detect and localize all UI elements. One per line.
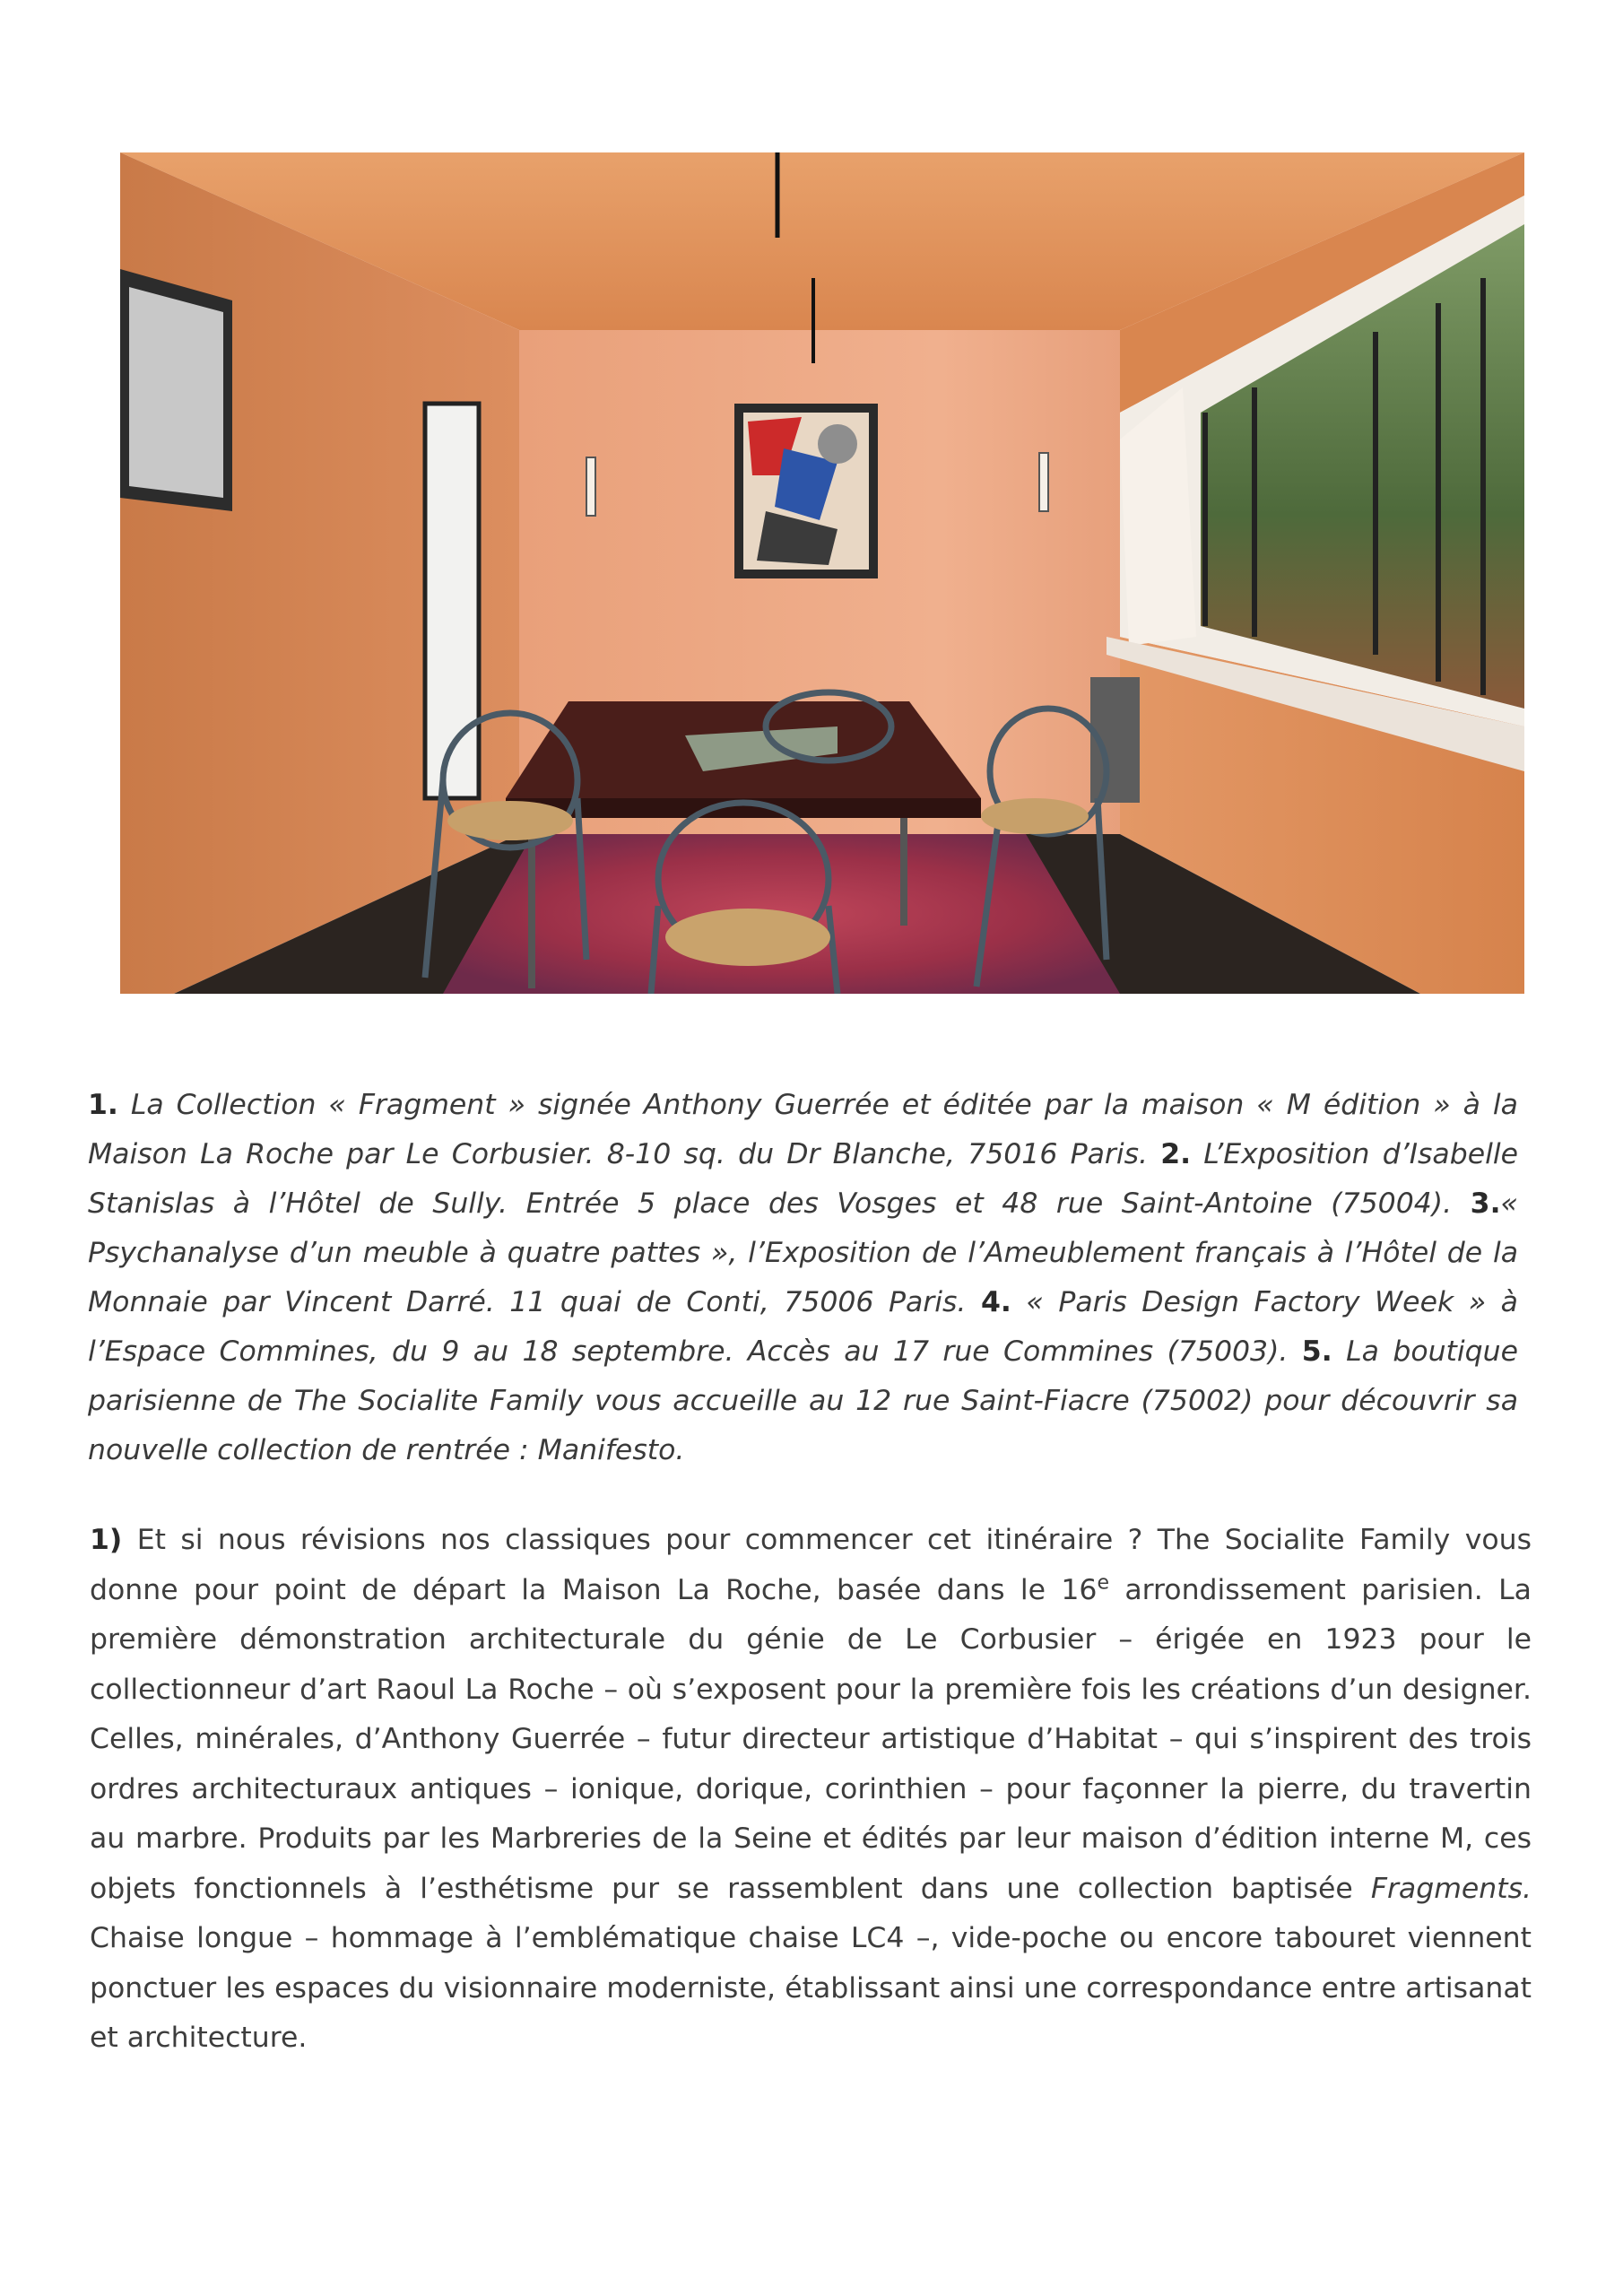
paragraph-number: 1) <box>90 1524 123 1556</box>
caption-text-4: « Paris Design Factory Week » à l’Espace Commines, du 9 au 18 septembre. Accès au 17 rue Commines (75003). <box>88 1286 1518 1368</box>
dining-room-illustration <box>120 152 1524 994</box>
collection-name-emphasis: Fragments. <box>1370 1872 1532 1905</box>
caption-text-5: La boutique parisienne de The Socialite Family vous accueille au 12 rue Saint-Fiacre (75002) pour découvrir sa nouvelle collection de rentrée : Manifesto. <box>88 1335 1518 1466</box>
caption-text-2: L’Exposition d’Isabelle Stanislas à l’Hôtel de Sully. Entrée 5 place des Vosges et 48 rue Saint-Antoine (75004). <box>88 1138 1518 1220</box>
article-paragraph <box>90 1516 1532 2064</box>
interior-photo <box>120 152 1524 994</box>
photo-caption <box>88 1081 1518 1475</box>
caption-text-1: La Collection « Fragment » signée Anthony Guerrée et éditée par la maison « M édition » à la Maison La Roche par Le Corbusier. 8-10 sq. du Dr Blanche, 75016 Paris. <box>88 1089 1518 1170</box>
ordinal-superscript: e <box>1097 1571 1109 1594</box>
caption-number-5: 5. <box>1301 1335 1332 1368</box>
paragraph-text-2: arrondissement parisien. La première démonstration architecturale du génie de Le Corbusier – érigée en 1923 pour le collectionneur d’art Raoul La Roche – où s’exposent pour la première fois les créations d’un designer. Celles, minérales, d’Anthony Guerrée – futur directeur artistique d’Habitat – qui s’inspirent des trois ordres architecturaux antiques – ionique, dorique, corinthien – pour façonner la pierre, du travertin au marbre. Produits par les Marbreries de la Seine et édités par leur maison d’édition interne M, ces objets fonctionnels à l’esthétisme pur se rassemblent dans une collection baptisée <box>90 1573 1532 1905</box>
caption-text-3: « Psychanalyse d’un meuble à quatre pattes », l’Exposition de l’Ameublement français à l’Hôtel de la Monnaie par Vincent Darré. 11 quai de Conti, 75006 Paris. <box>88 1187 1518 1318</box>
caption-number-4: 4. <box>980 1286 1011 1318</box>
caption-number-1: 1. <box>88 1089 118 1121</box>
paragraph-text-1: Et si nous révisions nos classiques pour commencer cet itinéraire ? The Socialite Family vous donne pour point de départ la Maison La Roche, basée dans le 16 <box>90 1524 1532 1606</box>
caption-number-2: 2. <box>1160 1138 1192 1170</box>
paragraph-text-3: Chaise longue – hommage à l’emblématique chaise LC4 –, vide-poche ou encore tabouret viennent ponctuer les espaces du visionnaire moderniste, établissant ainsi une correspondance entre artisanat et architecture. <box>90 1922 1532 2054</box>
caption-number-3: 3. <box>1470 1187 1501 1220</box>
